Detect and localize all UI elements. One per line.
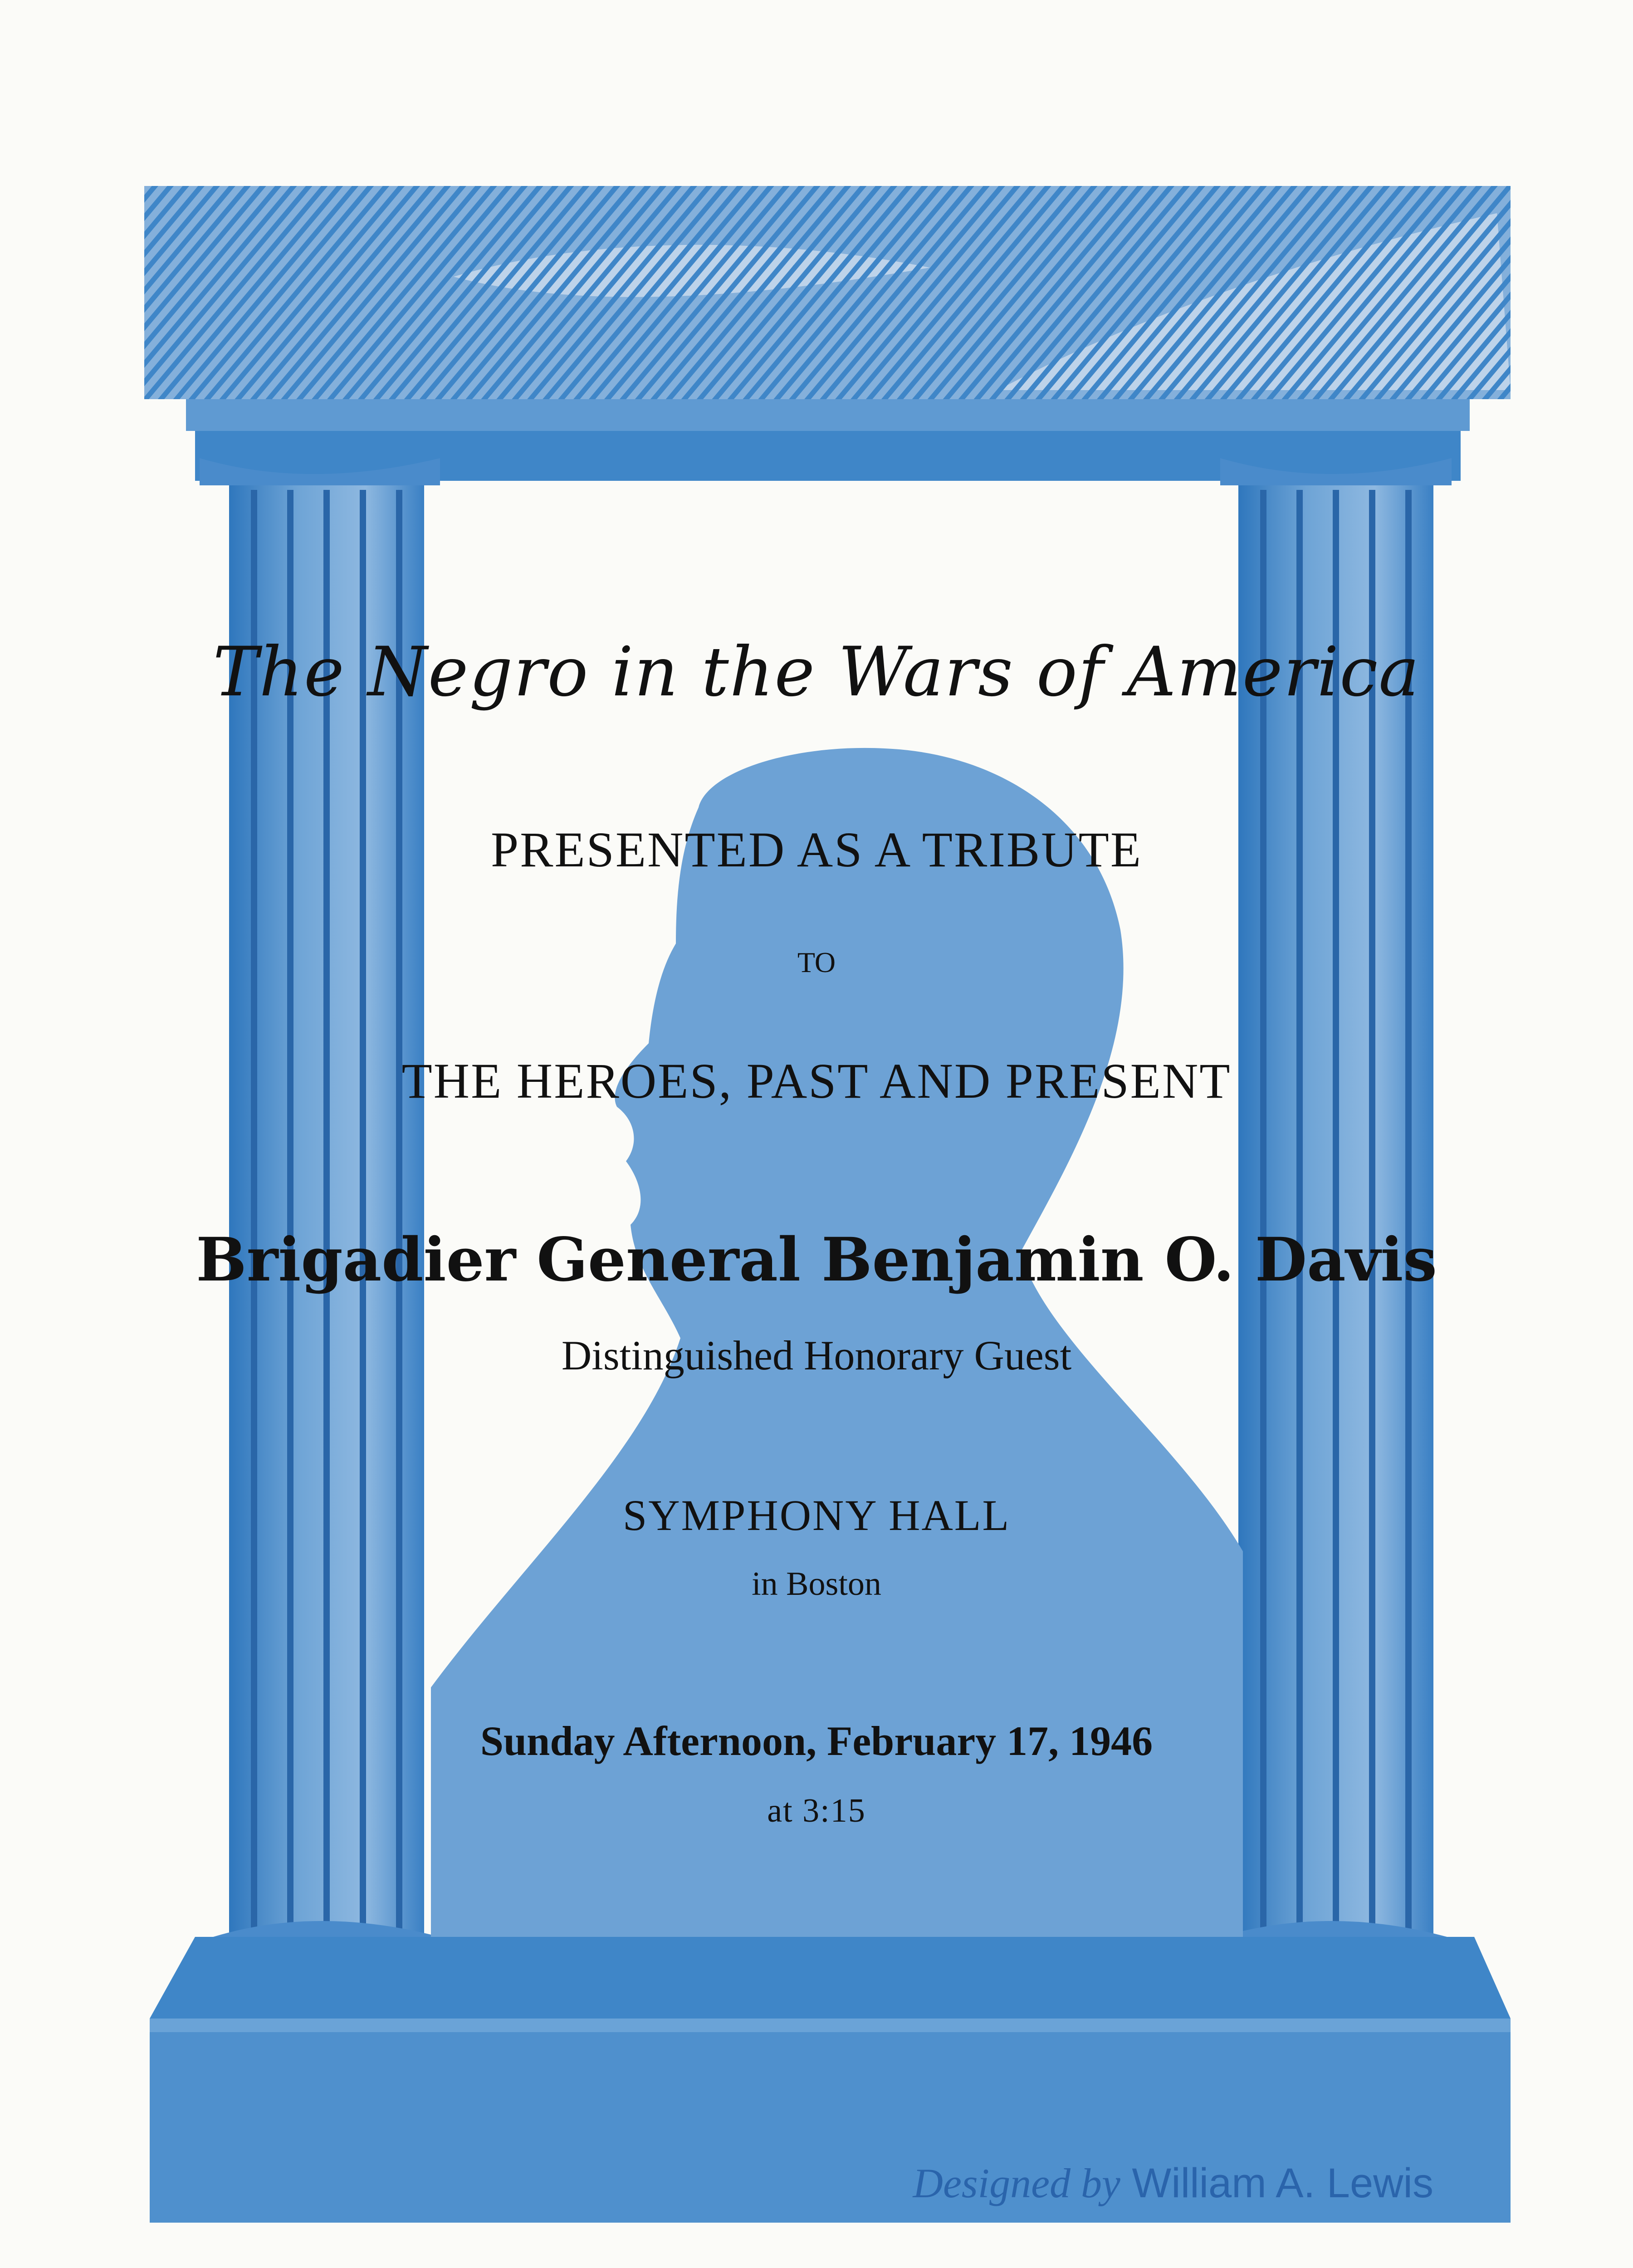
program-title: The Negro in the Wars of America	[213, 633, 1420, 712]
heroes-line: THE HEROES, PAST AND PRESENT	[401, 1053, 1232, 1109]
credit-name: William A. Lewis	[1132, 2160, 1433, 2206]
venue: SYMPHONY HALL	[622, 1491, 1011, 1540]
guest-name: Brigadier General Benjamin O. Davis	[196, 1225, 1437, 1295]
tribute-line: PRESENTED AS A TRIBUTE	[490, 822, 1143, 877]
designer-credit	[853, 2159, 1433, 2207]
credit-prefix: Designed by	[913, 2160, 1120, 2206]
guest-role: Distinguished Honorary Guest	[561, 1332, 1072, 1378]
event-date: Sunday Afternoon, February 17, 1946	[480, 1718, 1153, 1764]
city: in Boston	[752, 1565, 881, 1603]
event-time: at 3:15	[767, 1792, 866, 1829]
lintel	[144, 186, 1511, 481]
to-line: TO	[797, 946, 836, 978]
